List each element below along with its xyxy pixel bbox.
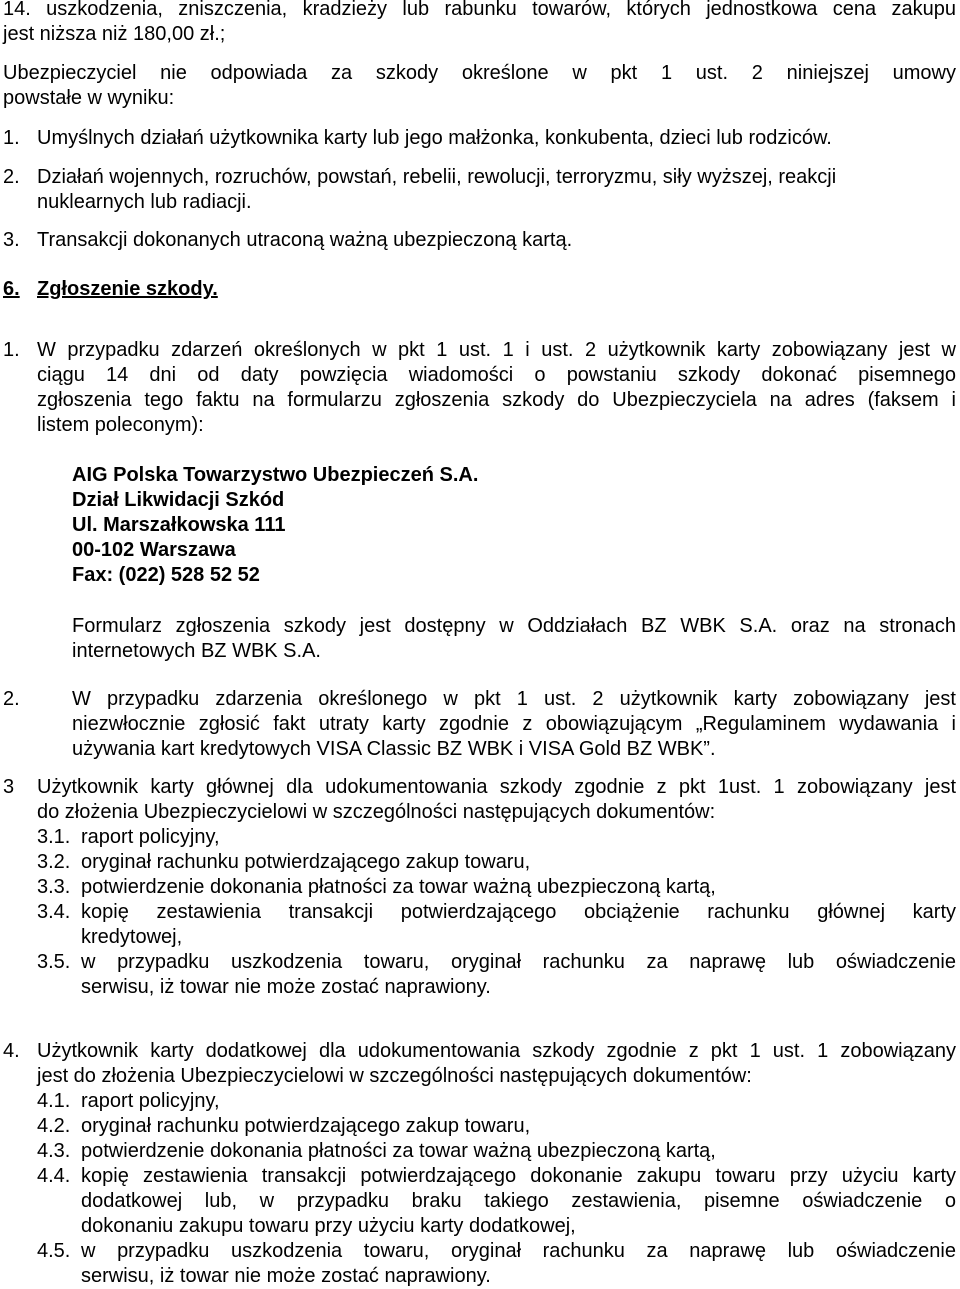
exclusion-text: Działań wojennych, rozruchów, powstań, rebelii, rewolucji, terroryzmu, siły wyższej, reakcji — [37, 166, 837, 188]
paragraph-number: 4. — [3, 1040, 20, 1062]
address-city: 00-102 Warszawa — [72, 539, 236, 561]
paragraph-1-line-4: listem poleconym): — [37, 414, 204, 436]
section-number: 6. — [3, 278, 20, 300]
document-item-text: oryginał rachunku potwierdzającego zakup towaru, — [81, 1115, 531, 1137]
exclusion-number: 3. — [3, 229, 20, 251]
document-item-text: raport policyjny, — [81, 826, 220, 848]
document-item-number: 4.5. — [37, 1240, 71, 1262]
paragraph-3-line-1: Użytkownik karty głównej dla udokumentowania szkody zgodnie z pkt 1ust. 1 zobowiązany jest — [37, 776, 956, 798]
section-title: Zgłoszenie szkody. — [37, 278, 218, 300]
paragraph-1-line-1: W przypadku zdarzeń określonych w pkt 1 ust. 1 i ust. 2 użytkownik karty zobowiązany jest w — [37, 339, 956, 361]
document-item-number: 3.5. — [37, 951, 71, 973]
exclusions-intro-2: powstałe w wyniku: — [3, 87, 175, 109]
document-item-number: 4.2. — [37, 1115, 71, 1137]
document-item-text: oryginał rachunku potwierdzającego zakup towaru, — [81, 851, 531, 873]
exclusion-number: 2. — [3, 166, 20, 188]
address-street: Ul. Marszałkowska 111 — [72, 514, 286, 536]
paragraph-2-line-3: używania kart kredytowych VISA Classic BZ WBK i VISA Gold BZ WBK”. — [72, 738, 716, 760]
document-item-text: kopię zestawienia transakcji potwierdzającego dokonanie zakupu towaru przy użyciu karty — [81, 1165, 956, 1187]
paragraph-4-line-2: jest do złożenia Ubezpieczycielowi w szczególności następujących dokumentów: — [37, 1065, 752, 1087]
paragraph-1-line-2: ciągu 14 dni od daty powzięcia wiadomości o powstaniu szkody dokonać pisemnego — [37, 364, 956, 386]
document-item-number: 3.4. — [37, 901, 71, 923]
document-item-number: 4.4. — [37, 1165, 71, 1187]
document-item-text: w przypadku uszkodzenia towaru, oryginał rachunku za naprawę lub oświadczenie — [81, 951, 956, 973]
paragraph-4-line-1: Użytkownik karty dodatkowej dla udokumentowania szkody zgodnie z pkt 1 ust. 1 zobowiązany — [37, 1040, 956, 1062]
form-availability-line-2: internetowych BZ WBK S.A. — [72, 640, 321, 662]
paragraph-number: 1. — [3, 339, 20, 361]
exclusion-text: Umyślnych działań użytkownika karty lub jego małżonka, konkubenta, dzieci lub rodziców. — [37, 127, 832, 149]
document-item-number: 4.1. — [37, 1090, 71, 1112]
paragraph-2-line-2: niezwłocznie zgłosić fakt utraty karty zgodnie z obowiązującym „Regulaminem wydawania i — [72, 713, 956, 735]
exclusion-text-cont: nuklearnych lub radiacji. — [37, 191, 252, 213]
address-fax: Fax: (022) 528 52 52 — [72, 564, 260, 586]
document-item-number: 3.2. — [37, 851, 71, 873]
paragraph-2-line-1: W przypadku zdarzenia określonego w pkt 1 ust. 2 użytkownik karty zobowiązany jest — [72, 688, 956, 710]
document-item-text-cont: dodatkowej lub, w przypadku braku takiego zestawienia, pisemne oświadczenie o — [81, 1190, 956, 1212]
item-14-line-1: 14. uszkodzenia, zniszczenia, kradzieży lub rabunku towarów, których jednostkowa cena zakupu — [3, 0, 956, 20]
exclusion-number: 1. — [3, 127, 20, 149]
paragraph-number: 2. — [3, 688, 20, 710]
document-item-number: 3.1. — [37, 826, 71, 848]
document-item-text-cont: serwisu, iż towar nie może zostać naprawiony. — [81, 1265, 491, 1287]
document-item-number: 3.3. — [37, 876, 71, 898]
paragraph-3-line-2: do złożenia Ubezpieczycielowi w szczególności następujących dokumentów: — [37, 801, 716, 823]
document-item-number: 4.3. — [37, 1140, 71, 1162]
document-item-text: raport policyjny, — [81, 1090, 220, 1112]
document-item-text-cont: dokonaniu zakupu towaru przy użyciu karty dodatkowej, — [81, 1215, 576, 1237]
paragraph-1-line-3: zgłoszenia tego faktu na formularzu zgłoszenia szkody do Ubezpieczyciela na adres (faksem i — [37, 389, 956, 411]
exclusion-text: Transakcji dokonanych utraconą ważną ubezpieczoną kartą. — [37, 229, 573, 251]
document-item-text: potwierdzenie dokonania płatności za towar ważną ubezpieczoną kartą, — [81, 876, 716, 898]
document-item-text: w przypadku uszkodzenia towaru, oryginał rachunku za naprawę lub oświadczenie — [81, 1240, 956, 1262]
address-company: AIG Polska Towarzystwo Ubezpieczeń S.A. — [72, 464, 479, 486]
document-item-text-cont: kredytowej, — [81, 926, 183, 948]
paragraph-number: 3 — [3, 776, 15, 798]
form-availability-line-1: Formularz zgłoszenia szkody jest dostępny w Oddziałach BZ WBK S.A. oraz na stronach — [72, 615, 956, 637]
document-item-text: kopię zestawienia transakcji potwierdzającego obciążenie rachunku głównej karty — [81, 901, 956, 923]
address-department: Dział Likwidacji Szkód — [72, 489, 285, 511]
document-item-text-cont: serwisu, iż towar nie może zostać naprawiony. — [81, 976, 491, 998]
exclusions-intro-1: Ubezpieczyciel nie odpowiada za szkody określone w pkt 1 ust. 2 niniejszej umowy — [3, 62, 956, 84]
item-14-line-2: jest niższa niż 180,00 zł.; — [3, 23, 226, 45]
document-item-text: potwierdzenie dokonania płatności za towar ważną ubezpieczoną kartą, — [81, 1140, 716, 1162]
